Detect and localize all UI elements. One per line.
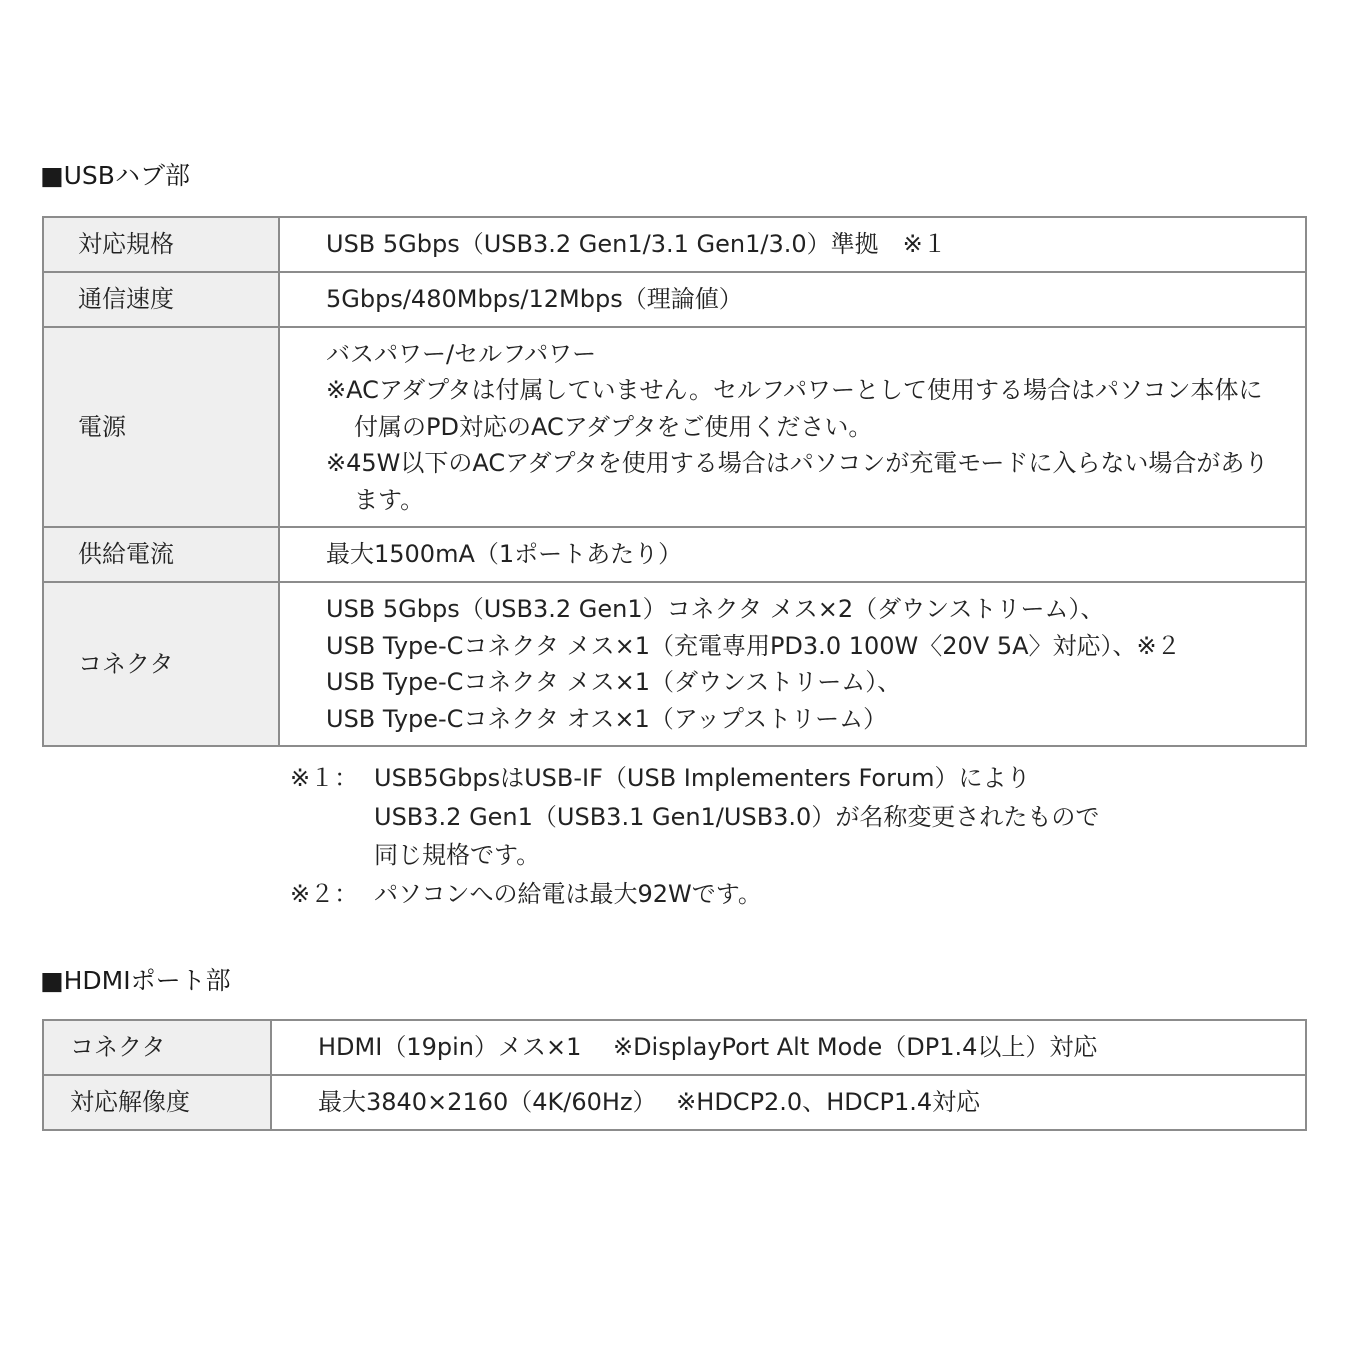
connector-line: USB Type-Cコネクタ メス×1（充電専用PD3.0 100W〈20V 5A〉対応）、※２ bbox=[326, 631, 1181, 660]
spec-value-standard: USB 5Gbps（USB3.2 Gen1/3.1 Gen1/3.0）準拠 ※１ bbox=[279, 217, 1306, 272]
connector-line: USB Type-Cコネクタ メス×1（ダウンストリーム）、 bbox=[326, 668, 902, 696]
spec-value-speed: 5Gbps/480Mbps/12Mbps（理論値） bbox=[279, 272, 1306, 327]
spec-row-connector bbox=[43, 582, 1306, 746]
spec-value-connector bbox=[279, 582, 1306, 746]
spec-value-current: 最大1500mA（1ポートあたり） bbox=[279, 527, 1306, 582]
spec-row-hdmi-connector bbox=[43, 1020, 1306, 1075]
spec-label-resolution: 対応解像度 bbox=[43, 1075, 271, 1130]
usb-spec-table bbox=[42, 216, 1307, 747]
footnote-2 bbox=[290, 875, 1099, 914]
power-line: バスパワー/セルフパワー bbox=[326, 339, 597, 368]
spec-label-standard: 対応規格 bbox=[43, 217, 279, 272]
footnote-line: パソコンへの給電は最大92Wです。 bbox=[374, 879, 762, 908]
spec-label-current: 供給電流 bbox=[43, 527, 279, 582]
spec-row-standard bbox=[43, 217, 1306, 272]
footnote-mark: ※１： bbox=[290, 764, 359, 792]
hdmi-spec-table bbox=[42, 1019, 1307, 1131]
power-note-line: ※ACアダプタは付属していません。セルフパワーとして使用する場合はパソコン本体に付属のPD対応のACアダプタをご使用ください。 bbox=[326, 376, 1263, 441]
spec-label-speed: 通信速度 bbox=[43, 272, 279, 327]
spec-row-current bbox=[43, 527, 1306, 582]
spec-value-power bbox=[279, 327, 1306, 527]
usb-section-heading: ■USBハブ部 bbox=[40, 161, 190, 190]
spec-label-connector: コネクタ bbox=[43, 582, 279, 746]
spec-row-resolution bbox=[43, 1075, 1306, 1130]
connector-line: USB 5Gbps（USB3.2 Gen1）コネクタ メス×2（ダウンストリーム）、 bbox=[326, 595, 1105, 623]
spec-label-hdmi-connector: コネクタ bbox=[43, 1020, 271, 1075]
connector-line: USB Type-Cコネクタ オス×1（アップストリーム） bbox=[326, 704, 888, 733]
footnote-line: USB3.2 Gen1（USB3.1 Gen1/USB3.0）が名称変更されたもので bbox=[374, 802, 1100, 831]
spec-row-speed bbox=[43, 272, 1306, 327]
spec-label-power: 電源 bbox=[43, 327, 279, 527]
footnote-text bbox=[374, 759, 1099, 875]
footnote-line: 同じ規格です。 bbox=[374, 841, 541, 869]
footnote-text bbox=[374, 875, 762, 914]
footnote-line: USB5GbpsはUSB-IF（USB Implementers Forum）により bbox=[374, 764, 1031, 792]
spec-value-hdmi-connector: HDMI（19pin）メス×1 ※DisplayPort Alt Mode（DP1.4以上）対応 bbox=[271, 1020, 1306, 1075]
spec-value-resolution: 最大3840×2160（4K/60Hz） ※HDCP2.0、HDCP1.4対応 bbox=[271, 1075, 1306, 1130]
power-note-line: ※45W以下のACアダプタを使用する場合はパソコンが充電モードに入らない場合があります。 bbox=[326, 449, 1269, 514]
spec-row-power bbox=[43, 327, 1306, 527]
footnote-1 bbox=[290, 759, 1099, 875]
footnotes bbox=[290, 759, 1099, 913]
footnote-mark: ※２： bbox=[290, 879, 359, 908]
hdmi-section-heading: ■HDMIポート部 bbox=[40, 966, 231, 995]
